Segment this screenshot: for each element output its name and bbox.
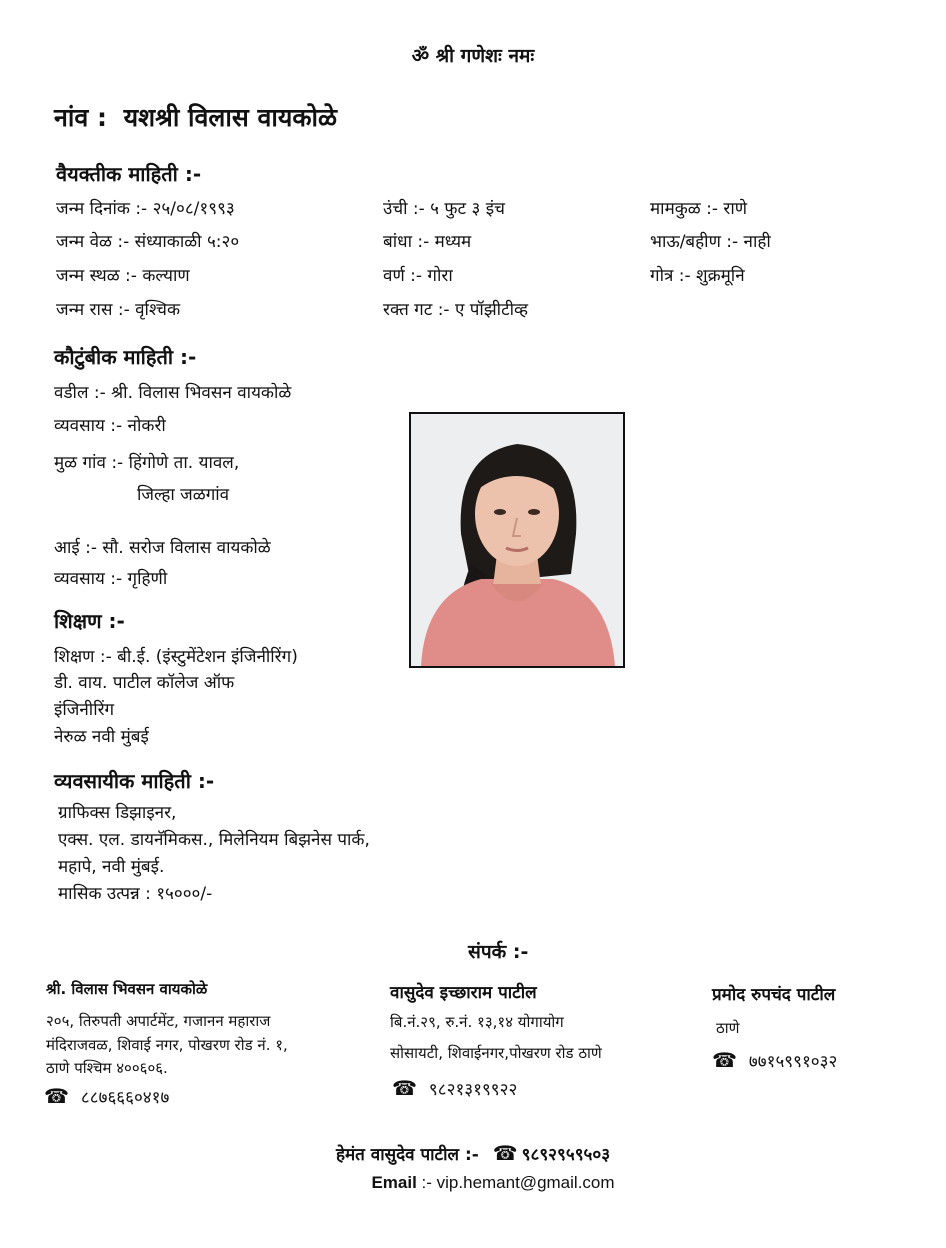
height: उंची :- ५ फुट ३ इंच <box>383 199 505 219</box>
contact-1-address-1: २०५, तिरुपती अपार्टमेंट, गजानन महाराज <box>46 1012 271 1030</box>
contact-3-phone-number: ७७१५९९१०३२ <box>748 1052 838 1072</box>
maternal-family: मामकुळ :- राणे <box>650 199 748 219</box>
contact-2-name: वासुदेव इच्छाराम पाटील <box>390 983 537 1003</box>
contact-1-address-3: ठाणे पश्चिम ४००६०६. <box>46 1059 168 1077</box>
email-label: Email <box>371 1173 417 1192</box>
profession-title: व्यवसायीक माहिती :- <box>54 769 215 793</box>
contact-1-phone-number: ८८७६६६०४१७ <box>80 1088 170 1108</box>
contact-3-phone <box>712 1048 837 1072</box>
education-title: शिक्षण :- <box>54 609 125 633</box>
name-line <box>54 100 337 134</box>
mother-occupation: व्यवसाय :- गृहिणी <box>54 569 168 589</box>
portrait-image <box>411 414 623 666</box>
contact-1-name: श्री. विलास भिवसन वायकोळे <box>46 980 208 998</box>
profession-line-1: ग्राफिक्स डिझाइनर, <box>58 803 177 823</box>
telephone-icon: ☎ <box>44 1084 69 1108</box>
build: बांधा :- मध्यम <box>383 232 472 252</box>
siblings: भाऊ/बहीण :- नाही <box>650 232 771 252</box>
invocation: ॐ श्री गणेशः नमः <box>411 45 535 67</box>
father-occupation: व्यवसाय :- नोकरी <box>54 416 166 436</box>
contact-1-phone <box>44 1084 169 1108</box>
footer-phone: ९८९२९५९५०३ <box>521 1145 611 1165</box>
contact-1-address-2: मंदिराजवळ, शिवाई नगर, पोखरण रोड नं. १, <box>46 1036 288 1054</box>
contact-2-phone-number: ९८२१३१९९२२ <box>428 1080 518 1100</box>
name-value: यशश्री विलास वायकोळे <box>123 103 338 132</box>
birth-time: जन्म वेळ :- संध्याकाळी ५:२० <box>56 232 240 252</box>
telephone-icon: ☎ <box>712 1048 737 1072</box>
contact-2-phone <box>392 1076 517 1100</box>
contact-title: संपर्क :- <box>468 941 529 963</box>
blood-group: रक्त गट :- ए पॉझीटीव्ह <box>383 300 528 320</box>
native-place: मुळ गांव :- हिंगोणे ता. यावल, <box>54 453 240 473</box>
email-value[interactable]: :- vip.hemant@gmail.com <box>421 1173 615 1192</box>
contact-2-address-2: सोसायटी, शिवाईनगर,पोखरण रोड ठाणे <box>390 1044 602 1062</box>
email-line <box>0 1173 946 1193</box>
profession-line-2: एक्स. एल. डायनॅमिकस., मिलेनियम बिझनेस पार्क, <box>58 830 370 850</box>
birth-place: जन्म स्थळ :- कल्याण <box>56 266 190 286</box>
name-label: नांव : <box>54 103 107 132</box>
telephone-icon: ☎ <box>392 1076 417 1100</box>
personal-title: वैयक्तीक माहिती :- <box>56 162 202 186</box>
footer-person: हेमंत वासुदेव पाटील :- <box>335 1145 479 1165</box>
gotra: गोत्र :- शुक्रमूनि <box>650 266 745 286</box>
family-title: कौटुंबीक माहिती :- <box>54 345 197 369</box>
contact-2-address-1: बि.नं.२९, रु.नं. १३,१४ योगायोग <box>390 1013 564 1031</box>
education-line-1: शिक्षण :- बी.ई. (इंस्टुमेंटेशन इंजिनीरिंग) <box>54 647 298 667</box>
birth-date: जन्म दिनांक :- २५/०८/१९९३ <box>56 199 235 219</box>
contact-3-name: प्रमोद रुपचंद पाटील <box>712 985 836 1005</box>
education-line-4: नेरुळ नवी मुंबई <box>54 727 149 747</box>
zodiac: जन्म रास :- वृश्चिक <box>56 300 181 320</box>
profile-photo <box>409 412 625 668</box>
profession-line-4: मासिक उत्पन्न : १५०००/- <box>58 884 213 904</box>
footer-contact <box>0 1141 946 1165</box>
native-district: जिल्हा जळगांव <box>137 485 230 505</box>
education-line-3: इंजिनीरिंग <box>54 700 115 720</box>
contact-3-address-1: ठाणे <box>716 1019 740 1037</box>
mother: आई :- सौ. सरोज विलास वायकोळे <box>54 538 271 558</box>
education-line-2: डी. वाय. पाटील कॉलेज ऑफ <box>54 673 235 693</box>
profession-line-3: महापे, नवी मुंबई. <box>58 857 165 877</box>
complexion: वर्ण :- गोरा <box>383 266 453 286</box>
father: वडील :- श्री. विलास भिवसन वायकोळे <box>54 383 292 403</box>
telephone-icon: ☎ <box>492 1141 518 1165</box>
